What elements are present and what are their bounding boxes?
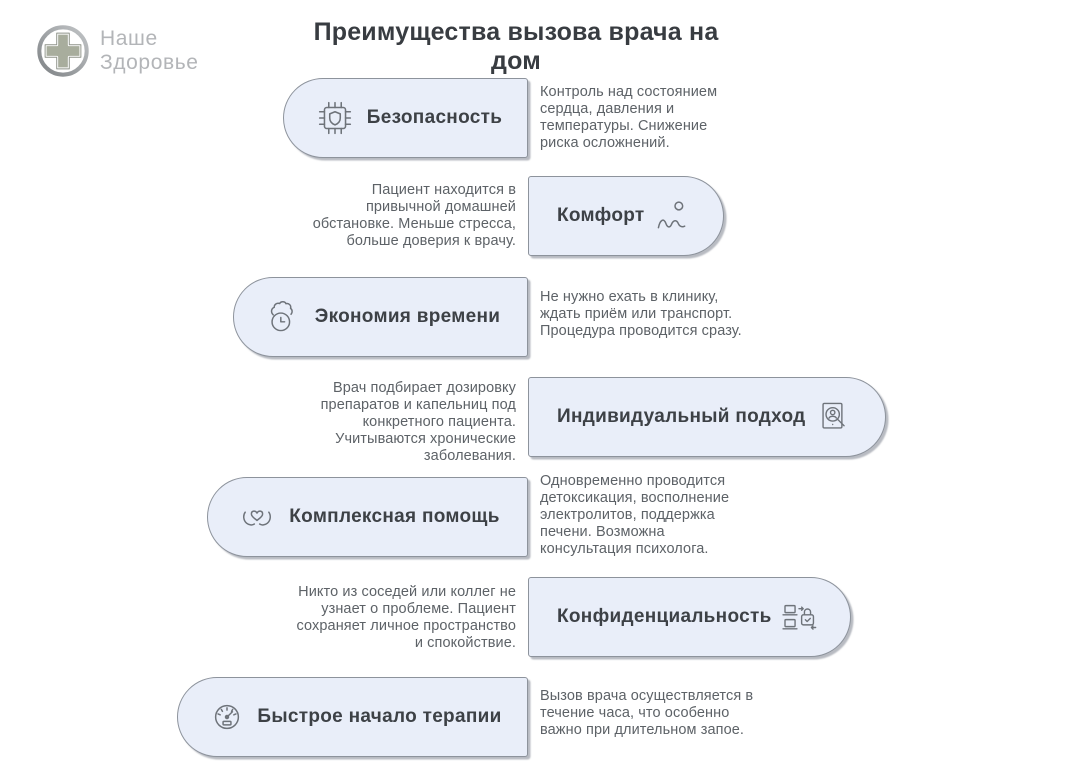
benefit-description: Одновременно проводится детоксикация, восполнение электролитов, поддержка печени. Возможна консультация психолога.	[540, 473, 730, 558]
card-title: Экономия времени	[314, 306, 501, 327]
benefit-card-fast-start	[177, 677, 528, 757]
fast-clock-icon	[262, 296, 304, 338]
patient-profile-search-icon	[813, 396, 855, 438]
logo-line1: Наше	[100, 27, 158, 51]
benefit-card-confidentiality	[528, 577, 851, 657]
logo-text	[100, 27, 199, 74]
benefit-card-comfort	[528, 176, 724, 256]
benefit-description: Контроль над состоянием сердца, давления и температуры. Снижение риска осложнений.	[540, 84, 718, 152]
card-title: Комфорт	[557, 205, 645, 226]
card-title: Индивидуальный подход	[557, 406, 806, 427]
relaxed-person-icon	[653, 196, 693, 236]
card-title: Безопасность	[366, 107, 503, 128]
benefit-description: Не нужно ехать в клинику, ждать приём или транспорт. Процедура проводится сразу.	[540, 289, 742, 340]
benefit-card-complex-help	[207, 477, 528, 557]
benefit-card-individual-approach	[528, 377, 886, 457]
benefit-card-time-saving	[233, 277, 528, 357]
logo	[34, 22, 199, 80]
page-title: Преимущества вызова врача на дом	[313, 18, 719, 75]
logo-line2: Здоровье	[100, 51, 199, 74]
benefit-description: Врач подбирает дозировку препаратов и капельниц под конкретного пациента. Учитываются хронические заболевания.	[320, 380, 516, 465]
benefit-description: Никто из соседей или коллег не узнает о проблеме. Пациент сохраняет личное пространство и спокойствие.	[296, 584, 516, 652]
hands-heart-icon	[236, 496, 278, 538]
benefit-description: Вызов врача осуществляется в течение часа, что особенно важно при длительном запое.	[540, 688, 754, 739]
benefit-description: Пациент находится в привычной домашней обстановке. Меньше стресса, больше доверия к врачу.	[312, 182, 516, 250]
security-chip-icon	[312, 95, 358, 141]
card-title: Быстрое начало терапии	[257, 706, 502, 727]
card-title: Комплексная помощь	[289, 506, 500, 527]
speedometer-icon	[206, 696, 248, 738]
medical-cross-icon	[34, 22, 92, 80]
devices-lock-icon	[778, 596, 820, 638]
card-title: Конфиденциальность	[557, 606, 772, 627]
benefit-card-safety	[283, 78, 528, 158]
